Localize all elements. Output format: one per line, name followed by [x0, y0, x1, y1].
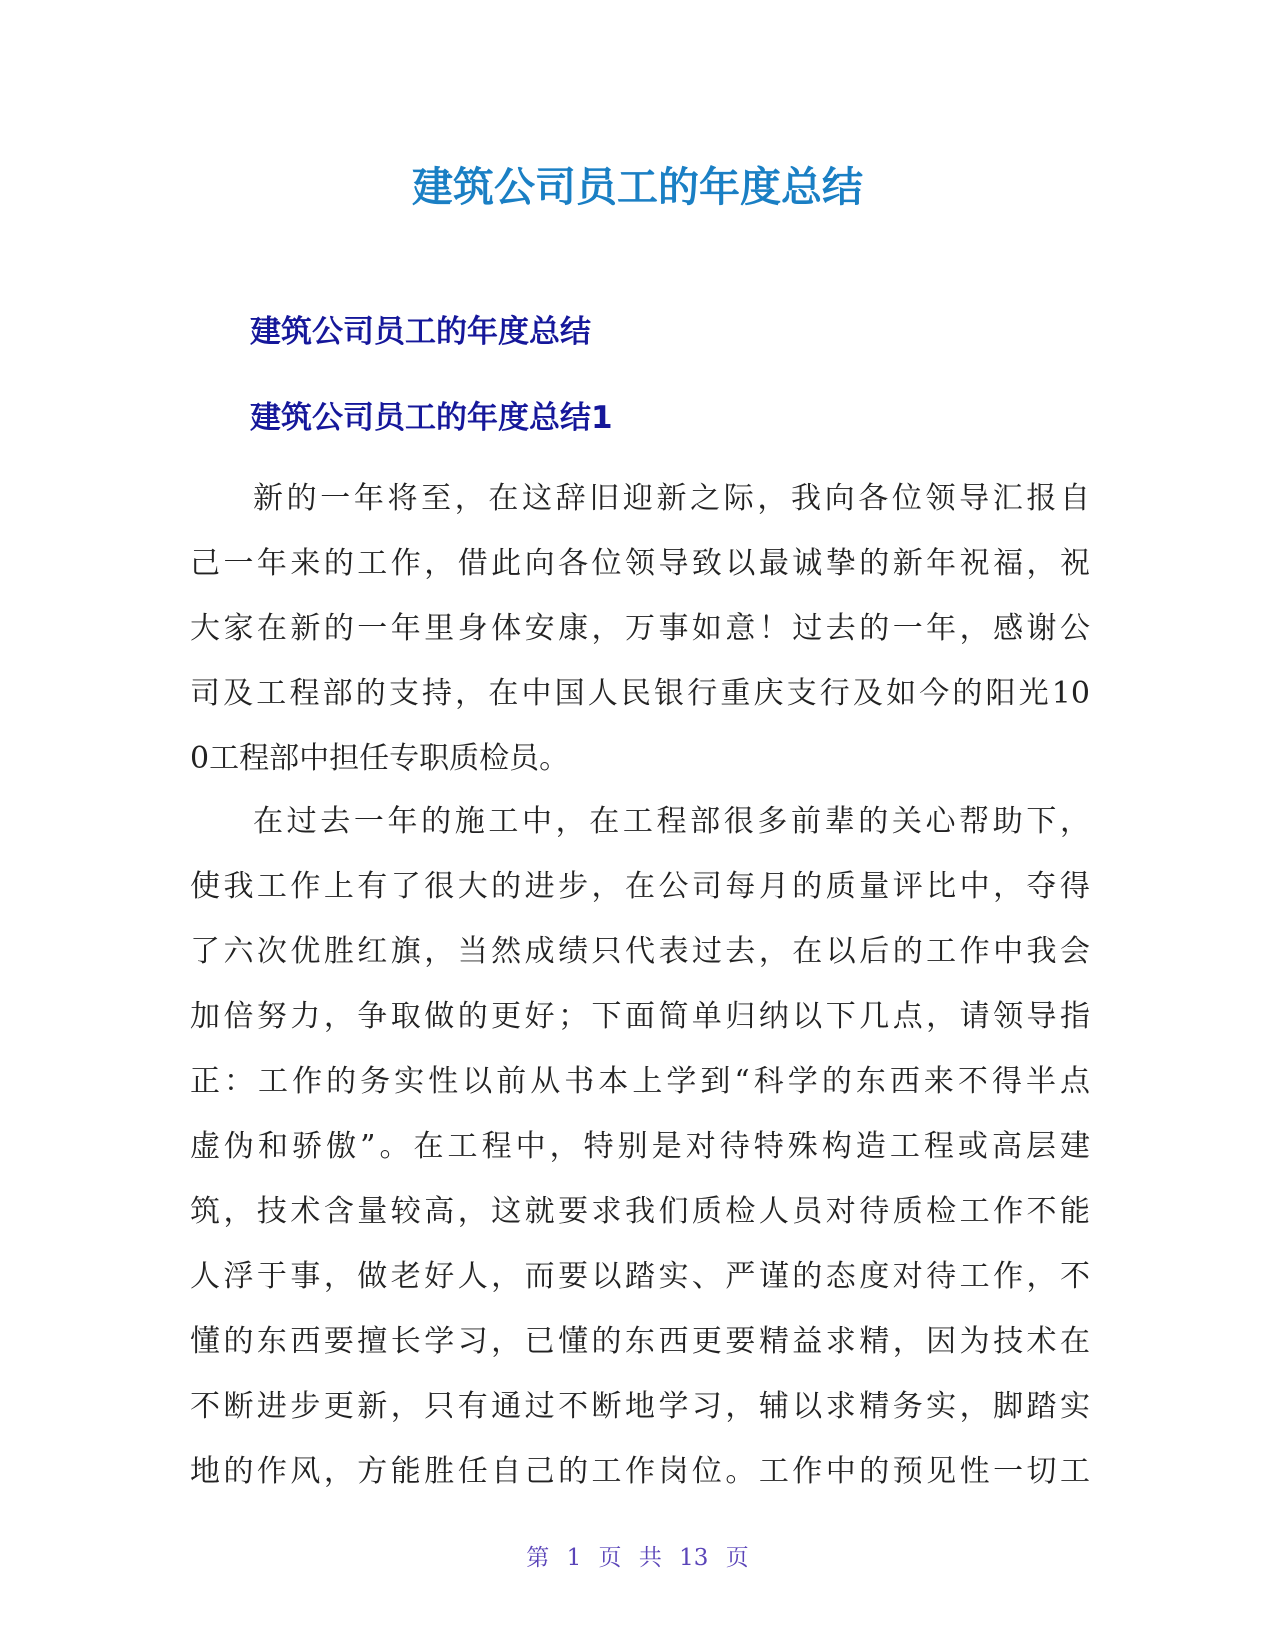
paragraph-line: 筑，技术含量较高，这就要求我们质检人员对待质检工作不能 — [190, 1194, 1090, 1229]
paragraph-line: 了六次优胜红旗，当然成绩只代表过去，在以后的工作中我会 — [190, 934, 1090, 969]
section-heading: 建筑公司员工的年度总结 — [250, 314, 591, 350]
paragraph-2 — [190, 789, 1090, 1504]
paragraph-line: 0工程部中担任专职质检员。 — [190, 741, 570, 776]
paragraph-1 — [190, 466, 1090, 791]
document-title: 建筑公司员工的年度总结 — [412, 163, 863, 211]
paragraph-line: 司及工程部的支持，在中国人民银行重庆支行及如今的阳光10 — [190, 676, 1090, 711]
paragraph-line: 不断进步更新，只有通过不断地学习，辅以求精务实，脚踏实 — [190, 1389, 1090, 1424]
subsection-heading: 建筑公司员工的年度总结1 — [250, 400, 613, 436]
paragraph-line: 大家在新的一年里身体安康，万事如意！过去的一年，感谢公 — [190, 611, 1090, 646]
paragraph-line: 己一年来的工作，借此向各位领导致以最诚挚的新年祝福，祝 — [190, 546, 1090, 581]
paragraph-line: 加倍努力，争取做的更好；下面简单归纳以下几点，请领导指 — [190, 999, 1090, 1034]
paragraph-line: 虚伪和骄傲”。在工程中，特别是对待特殊构造工程或高层建 — [190, 1129, 1090, 1164]
paragraph-line: 人浮于事，做老好人，而要以踏实、严谨的态度对待工作，不 — [190, 1259, 1090, 1294]
paragraph-line: 地的作风，方能胜任自己的工作岗位。工作中的预见性一切工 — [190, 1454, 1090, 1489]
paragraph-line: 正：工作的务实性以前从书本上学到“科学的东西来不得半点 — [190, 1064, 1090, 1099]
page-number-footer: 第 1 页 共 13 页 — [526, 1545, 749, 1571]
paragraph-line: 懂的东西要擅长学习，已懂的东西更要精益求精，因为技术在 — [190, 1324, 1090, 1359]
paragraph-line: 新的一年将至，在这辞旧迎新之际，我向各位领导汇报自 — [253, 481, 1090, 516]
paragraph-line: 使我工作上有了很大的进步，在公司每月的质量评比中，夺得 — [190, 869, 1090, 904]
paragraph-line: 在过去一年的施工中，在工程部很多前辈的关心帮助下， — [253, 804, 1090, 839]
